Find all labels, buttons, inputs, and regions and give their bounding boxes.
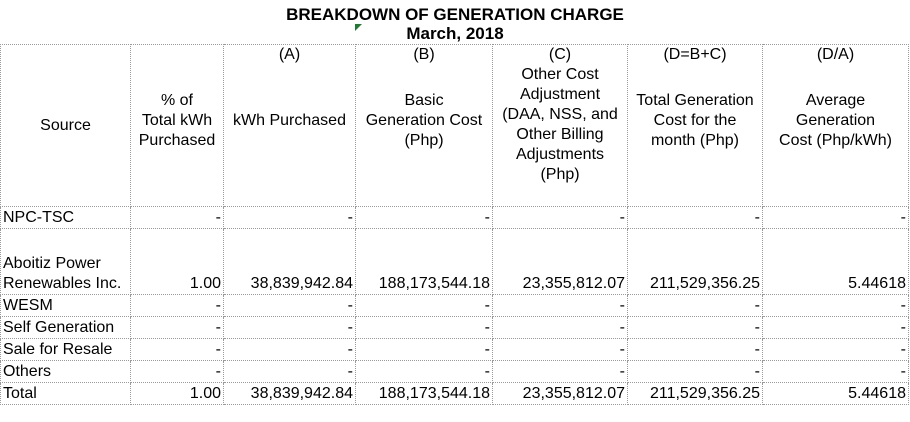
cell-basic: - [356, 295, 493, 317]
cell-other: - [493, 361, 628, 383]
cell-pct: - [131, 207, 224, 229]
cell-other: - [493, 295, 628, 317]
header-avg: (D/A) Average Generation Cost (Php/kWh) [763, 45, 909, 207]
comment-indicator-icon [355, 24, 362, 31]
cell-pct: - [131, 339, 224, 361]
cell-kwh: - [224, 295, 356, 317]
cell-avg: - [763, 295, 909, 317]
cell-basic: - [356, 317, 493, 339]
report-title: BREAKDOWN OF GENERATION CHARGE [286, 5, 624, 24]
cell-kwh: - [224, 361, 356, 383]
header-total: (D=B+C) Total Generation Cost for the month (Php) [628, 45, 763, 207]
header-pct: % of Total kWh Purchased [131, 45, 224, 207]
cell-avg: - [763, 317, 909, 339]
header-basic: (B) Basic Generation Cost (Php) [356, 45, 493, 207]
cell-kwh: - [224, 339, 356, 361]
row-source: Self Generation [1, 317, 131, 339]
report-period: March, 2018 [406, 24, 504, 43]
cell-avg: - [763, 361, 909, 383]
table-row [1, 339, 909, 361]
cell-avg: 5.44618 [763, 383, 909, 405]
cell-basic: - [356, 207, 493, 229]
cell-total: - [628, 207, 763, 229]
cell-total: - [628, 339, 763, 361]
cell-other: - [493, 207, 628, 229]
total-row [1, 383, 909, 405]
row-source: Aboitiz Power Renewables Inc. [1, 229, 131, 295]
cell-other: 23,355,812.07 [493, 383, 628, 405]
cell-total: 211,529,356.25 [628, 229, 763, 295]
cell-kwh: - [224, 317, 356, 339]
cell-avg: - [763, 339, 909, 361]
cell-basic: 188,173,544.18 [356, 229, 493, 295]
cell-total: - [628, 361, 763, 383]
cell-avg: - [763, 207, 909, 229]
cell-other: 23,355,812.07 [493, 229, 628, 295]
header-kwh: (A) kWh Purchased [224, 45, 356, 207]
header-other: (C) Other Cost Adjustment (DAA, NSS, and Other Billing Adjustments (Php) [493, 45, 628, 207]
cell-basic: - [356, 339, 493, 361]
table-row [1, 361, 909, 383]
cell-kwh: 38,839,942.84 [224, 229, 356, 295]
cell-kwh: - [224, 207, 356, 229]
row-source: Total [1, 383, 131, 405]
table-row [1, 207, 909, 229]
cell-other: - [493, 317, 628, 339]
row-source: Sale for Resale [1, 339, 131, 361]
generation-charge-table [0, 44, 909, 405]
cell-pct: 1.00 [131, 383, 224, 405]
row-source: NPC-TSC [1, 207, 131, 229]
cell-total: - [628, 295, 763, 317]
cell-total: - [628, 317, 763, 339]
cell-total: 211,529,356.25 [628, 383, 763, 405]
table-row [1, 295, 909, 317]
cell-pct: - [131, 361, 224, 383]
table-row [1, 317, 909, 339]
cell-pct: 1.00 [131, 229, 224, 295]
cell-basic: 188,173,544.18 [356, 383, 493, 405]
table-row [1, 229, 909, 295]
cell-pct: - [131, 295, 224, 317]
header-row [1, 45, 909, 207]
cell-basic: - [356, 361, 493, 383]
cell-avg: 5.44618 [763, 229, 909, 295]
cell-pct: - [131, 317, 224, 339]
cell-kwh: 38,839,942.84 [224, 383, 356, 405]
cell-other: - [493, 339, 628, 361]
row-source: Others [1, 361, 131, 383]
row-source: WESM [1, 295, 131, 317]
header-source: Source [1, 45, 131, 207]
